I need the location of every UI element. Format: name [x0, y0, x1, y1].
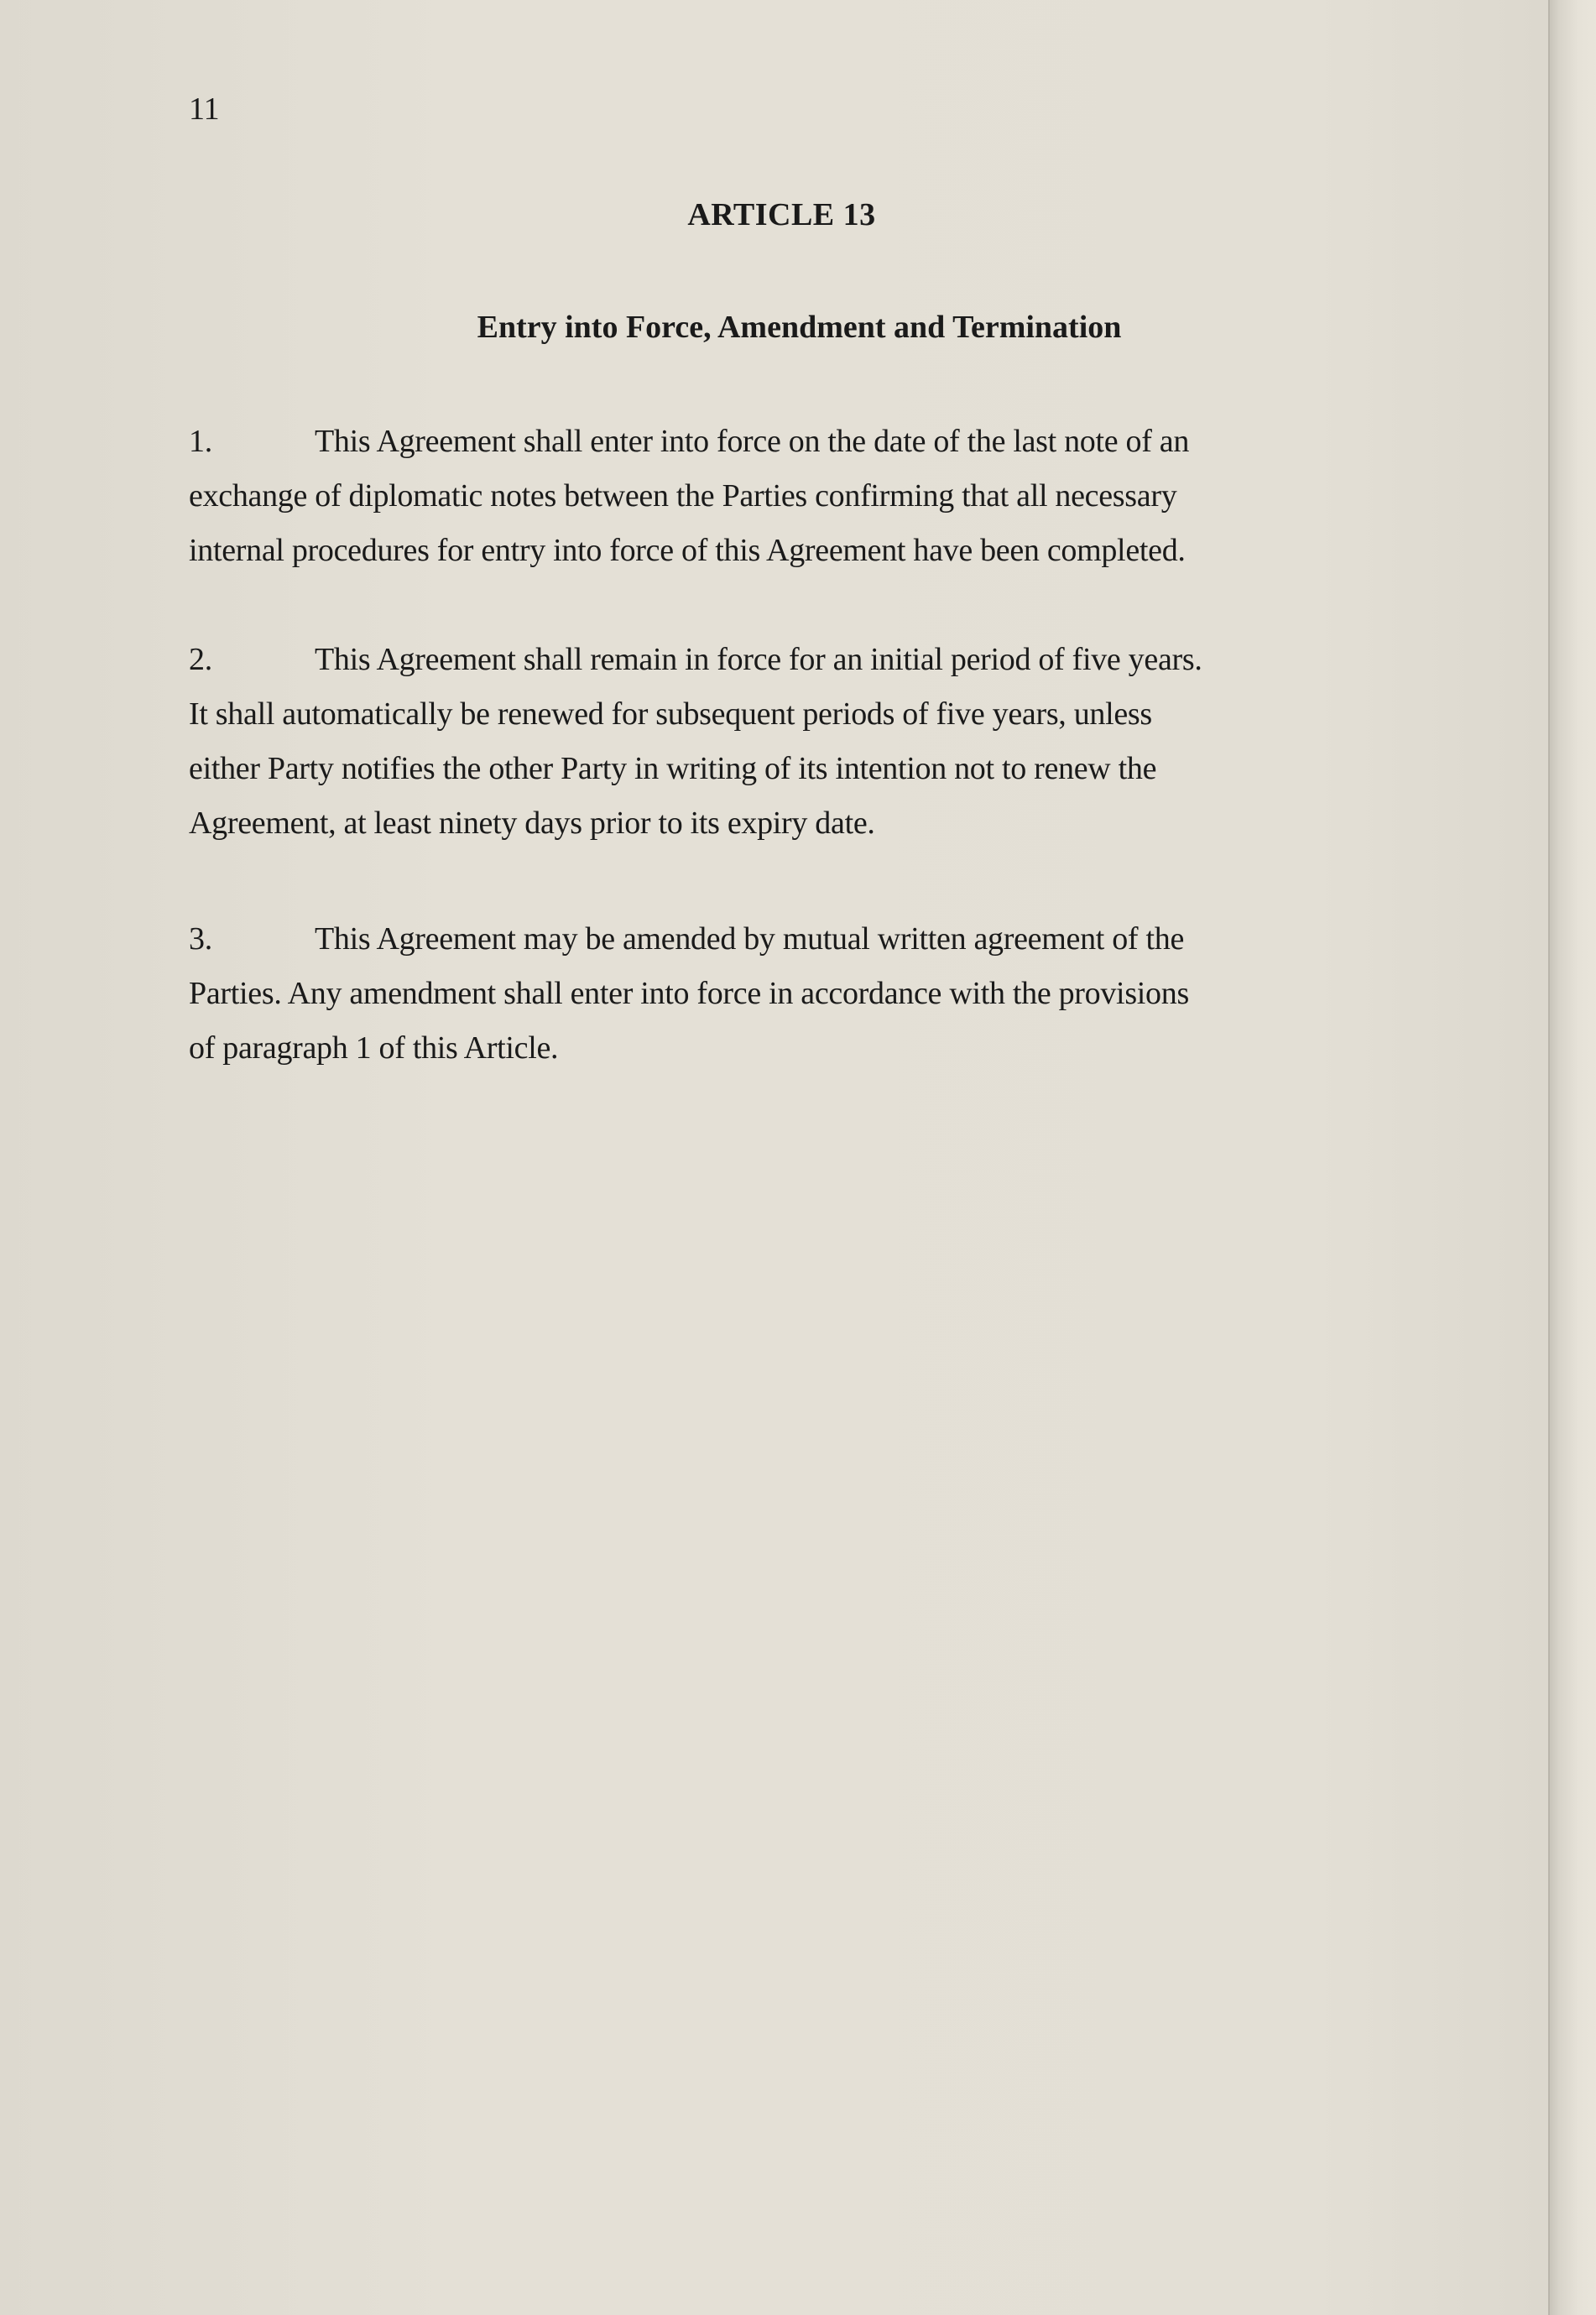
paragraph-line [189, 415, 1347, 469]
page-number: 11 [189, 91, 220, 127]
paragraph-3 [189, 912, 1347, 1076]
paragraph-line: exchange of diplomatic notes between the Parties confirming that all necessary [189, 478, 1177, 514]
paragraph-line: of paragraph 1 of this Article. [189, 1030, 559, 1066]
page-edge [1548, 0, 1596, 2315]
paragraph-number: 2. [189, 642, 212, 677]
paragraph-line [189, 633, 1347, 687]
paragraph-line [189, 912, 1347, 967]
paragraph-1 [189, 415, 1347, 578]
paragraph-2 [189, 633, 1347, 851]
paragraph-text: This Agreement may be amended by mutual written agreement of the [315, 921, 1185, 957]
paragraph-line: either Party notifies the other Party in writing of its intention not to renew the [189, 751, 1157, 786]
paragraph-line: Agreement, at least ninety days prior to its expiry date. [189, 806, 875, 841]
article-heading: ARTICLE 13 [687, 197, 876, 232]
paragraph-line: It shall automatically be renewed for subsequent periods of five years, unless [189, 696, 1152, 732]
paragraph-line: Parties. Any amendment shall enter into force in accordance with the provisions [189, 976, 1189, 1011]
paragraph-number: 1. [189, 424, 212, 459]
paragraph-text: This Agreement shall remain in force for an initial period of five years. [315, 642, 1202, 677]
paragraph-number: 3. [189, 921, 212, 957]
article-title: Entry into Force, Amendment and Termination [477, 310, 1122, 345]
paragraph-text: This Agreement shall enter into force on the date of the last note of an [315, 424, 1190, 459]
paragraph-line: internal procedures for entry into force of this Agreement have been completed. [189, 533, 1186, 568]
